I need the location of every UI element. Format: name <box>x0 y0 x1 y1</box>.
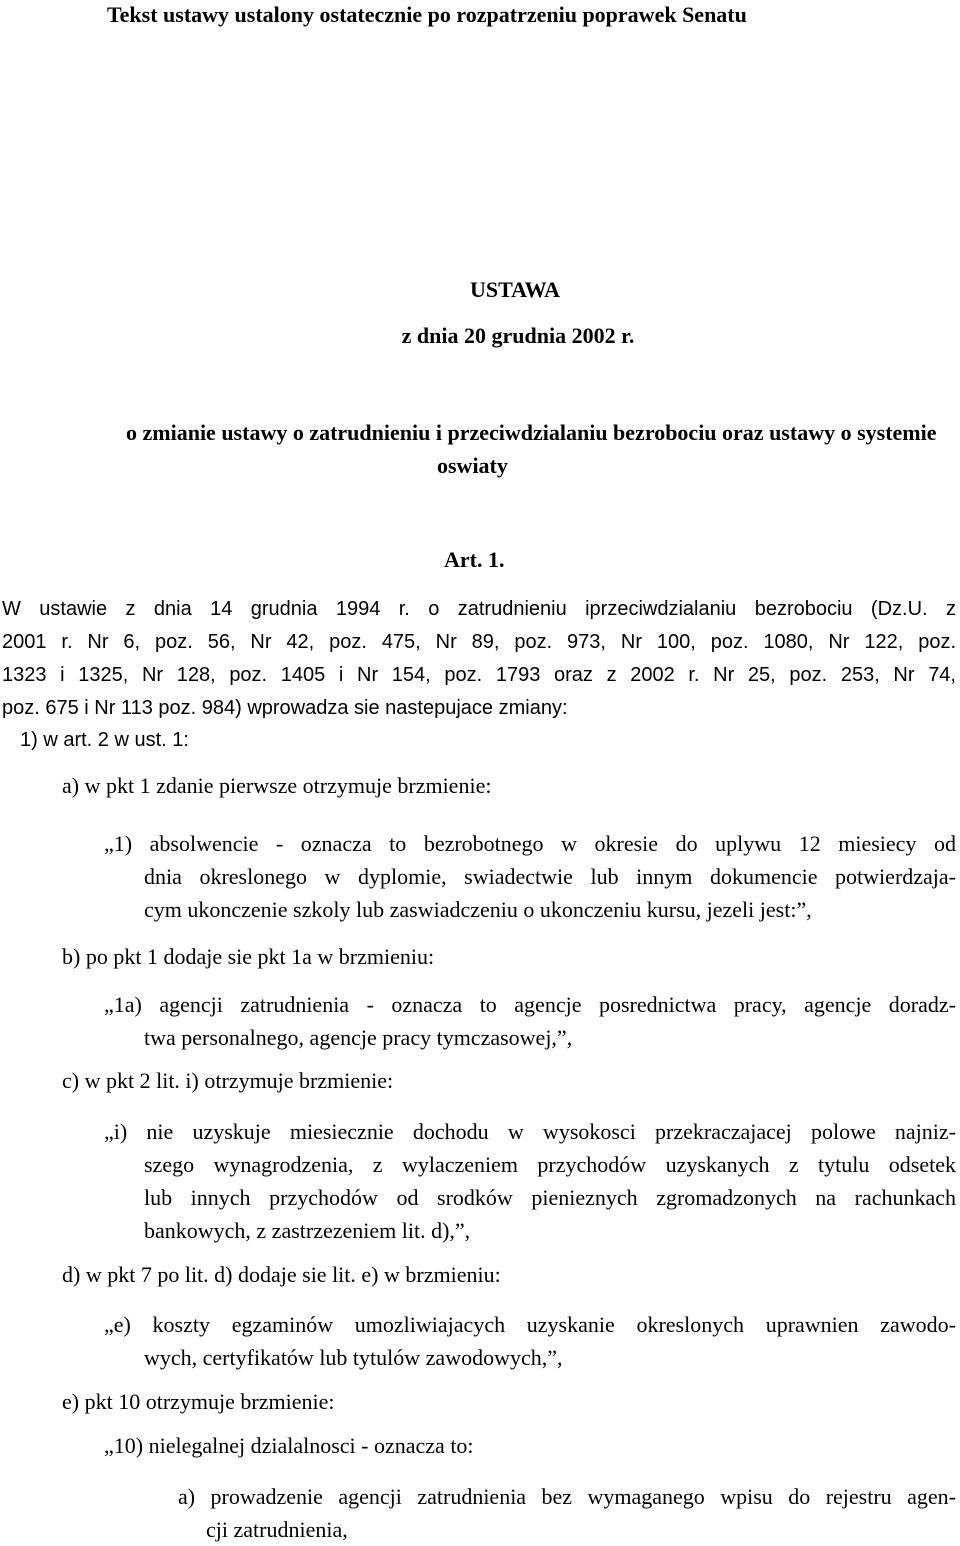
change-a-quote-line-3: cym ukonczenie szkoly lub zaswiadczeniu o ukonczeniu kursu, jezeli jest:”, <box>144 897 812 922</box>
change-e-subitem <box>178 1480 956 1546</box>
change-d-quote-line-1: „e) koszty egzaminów umozliwiajacych uzyskanie okreslonych uprawnien zawodo- <box>104 1312 956 1337</box>
change-c-quote-line-1: „i) nie uzyskuje miesiecznie dochodu w wysokosci przekraczajacej polowe najniz- <box>104 1119 956 1144</box>
change-b-quote <box>104 988 956 1054</box>
change-b-quote-line-1: „1a) agencji zatrudnienia - oznacza to agencje posrednictwa pracy, agencje doradz- <box>104 992 956 1017</box>
act-date: z dnia 20 grudnia 2002 r. <box>401 323 635 348</box>
change-d-quote-line-2: wych, certyfikatów lub tytulów zawodowych,”, <box>144 1345 563 1370</box>
intro-line-3: 1323 i 1325, Nr 128, poz. 1405 i Nr 154, poz. 1793 oraz z 2002 r. Nr 25, poz. 253, Nr 74, <box>2 664 956 686</box>
change-c-quote <box>104 1115 956 1247</box>
change-c-quote-line-3: lub innych przychodów od srodków pienieznych zgromadzonych na rachunkach <box>144 1185 956 1210</box>
point-1: 1) w art. 2 w ust. 1: <box>20 729 189 751</box>
change-c-label: c) w pkt 2 lit. i) otrzymuje brzmienie: <box>62 1068 394 1093</box>
change-e-label: e) pkt 10 otrzymuje brzmienie: <box>62 1389 335 1414</box>
change-e-subitem-line-2: cji zatrudnienia, <box>206 1517 348 1542</box>
intro-line-4: poz. 675 i Nr 113 poz. 984) wprowadza sie nastepujace zmiany: <box>2 697 568 719</box>
change-b-label: b) po pkt 1 dodaje sie pkt 1a w brzmieniu: <box>62 944 435 969</box>
intro-line-1: W ustawie z dnia 14 grudnia 1994 r. o zatrudnieniu iprzeciwdzialaniu bezrobociu (Dz.U. z <box>2 598 956 620</box>
change-a-quote-line-2: dnia okreslonego w dyplomie, swiadectwie lub innym dokumencie potwierdzaja- <box>144 864 956 889</box>
act-title-line1: o zmianie ustawy o zatrudnieniu i przeciwdzialaniu bezrobociu oraz ustawy o systemie <box>126 420 937 445</box>
change-c-quote-line-4: bankowych, z zastrzezeniem lit. d),”, <box>144 1218 471 1243</box>
change-a-quote <box>104 827 956 926</box>
article-intro <box>2 593 956 725</box>
change-e-subitem-line-1: a) prowadzenie agencji zatrudnienia bez wymaganego wpisu do rejestru agen- <box>178 1484 956 1509</box>
change-d-label: d) w pkt 7 po lit. d) dodaje sie lit. e) w brzmieniu: <box>62 1262 501 1287</box>
intro-line-2: 2001 r. Nr 6, poz. 56, Nr 42, poz. 475, Nr 89, poz. 973, Nr 100, poz. 1080, Nr 122, poz. <box>2 631 956 653</box>
act-title-line2: oswiaty <box>437 453 508 478</box>
change-a-label: a) w pkt 1 zdanie pierwsze otrzymuje brzmienie: <box>62 773 492 798</box>
header-note: Tekst ustawy ustalony ostatecznie po rozpatrzeniu poprawek Senatu <box>107 2 747 27</box>
change-b-quote-line-2: twa personalnego, agencje pracy tymczasowej,”, <box>144 1025 573 1050</box>
change-c-quote-line-2: szego wynagrodzenia, z wylaczeniem przychodów uzyskanych z tytulu odsetek <box>144 1152 956 1177</box>
act-type: USTAWA <box>469 277 561 302</box>
change-a-quote-line-1: „1) absolwencie - oznacza to bezrobotnego w okresie do uplywu 12 miesiecy od <box>104 831 956 856</box>
article-heading: Art. 1. <box>444 547 505 572</box>
change-d-quote <box>104 1308 956 1374</box>
change-e-quote: „10) nielegalnej dzialalnosci - oznacza to: <box>104 1433 474 1458</box>
